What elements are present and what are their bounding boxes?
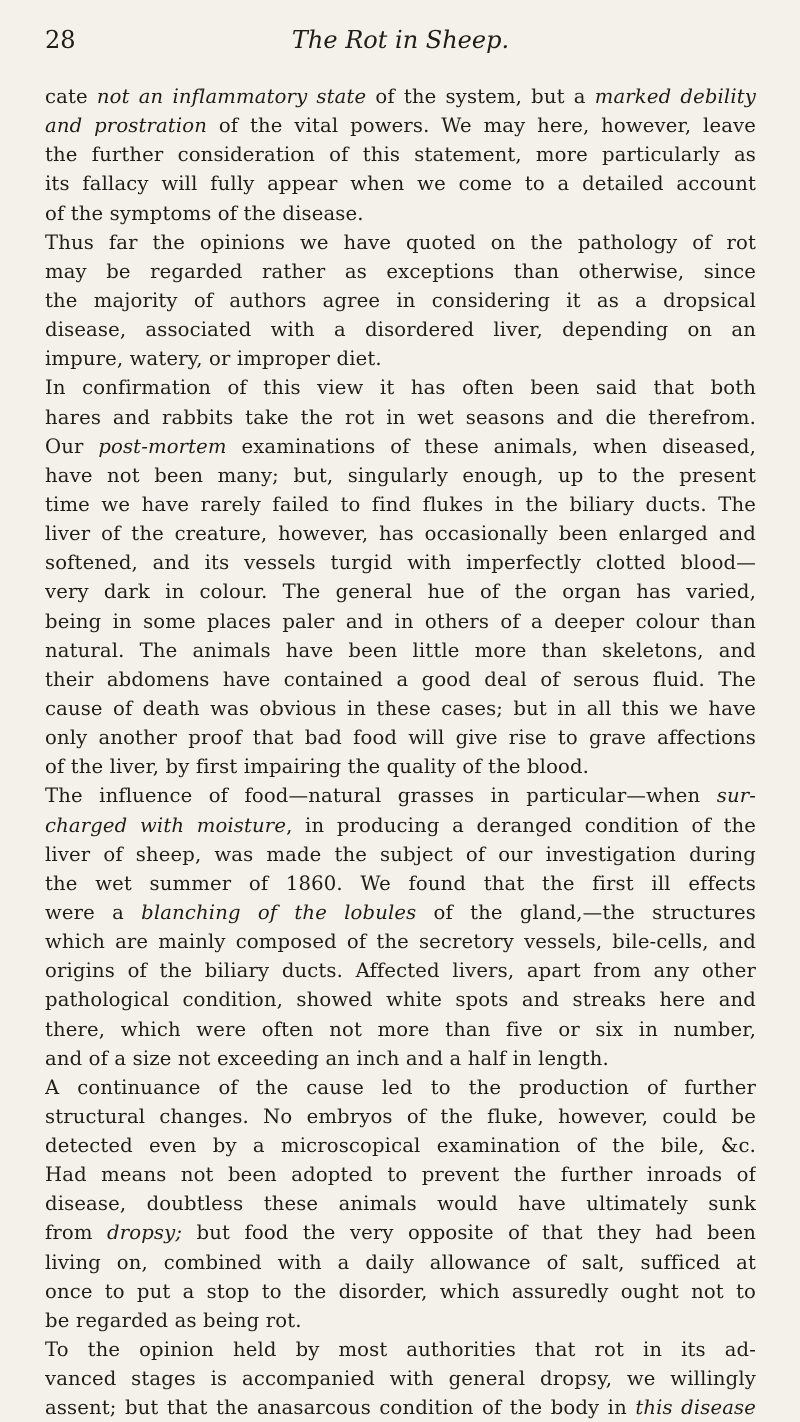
italic-text-segment: charged with moisture [45,813,287,837]
text-line [45,1015,756,1044]
text-segment: once to put a stop to the disorder, which assuredly ought not to [45,1279,756,1303]
text-segment: origins of the biliary ducts. Affected livers, apart from any other [45,959,756,983]
italic-text-segment: sur- [716,784,756,808]
text-line [45,869,756,898]
text-segment: examinations of these animals, when diseased, [226,434,756,458]
text-line [45,1335,756,1364]
text-segment: very dark in colour. The general hue of the organ has varied, [45,580,756,604]
text-line [45,344,756,373]
text-line [45,1073,756,1102]
text-line [45,432,756,461]
text-segment: were a [45,900,142,924]
text-line [45,461,756,490]
text-line [45,1248,756,1277]
text-segment: but food the very opposite of that they had been [182,1221,756,1245]
text-segment: cause of death was obvious in these cases; but in all this we have [45,696,756,720]
italic-text-segment: and prostration [45,114,208,138]
text-line [45,811,756,840]
text-line [45,1131,756,1160]
text-line [45,1189,756,1218]
text-segment: be regarded as being rot. [45,1308,302,1332]
text-segment: and of a size not exceeding an inch and a half in length. [45,1046,609,1070]
text-segment: natural. The animals have been little more than skeletons, and [45,638,756,662]
text-line [45,228,756,257]
text-line [45,1393,756,1422]
text-segment: Our [45,434,99,458]
text-segment: hares and rabbits take the rot in wet seasons and die therefrom. [45,405,756,429]
text-line [45,1364,756,1393]
italic-text-segment: marked debility [594,85,756,108]
text-segment: of the symptoms of the disease. [45,201,364,225]
text-line [45,140,756,169]
text-line [45,1277,756,1306]
text-line [45,607,756,636]
page-number: 28 [45,26,76,54]
text-segment: its fallacy will fully appear when we come to a detailed account [45,172,756,196]
text-line [45,752,756,781]
text-line [45,985,756,1014]
text-segment: only another proof that bad food will give rise to grave affections [45,726,756,750]
italic-text-segment: post-mortem [98,434,227,458]
text-segment: disease, associated with a disordered liver, depending on an [45,318,756,342]
text-segment: detected even by a microscopical examination of the bile, &c. [45,1134,756,1158]
running-title: The Rot in Sheep. [291,26,510,54]
text-line [45,898,756,927]
text-segment: their abdomens have contained a good deal of serous fluid. The [45,667,756,691]
text-line [45,723,756,752]
text-segment: may be regarded rather as exceptions than otherwise, since [45,259,756,283]
italic-text-segment: dropsy; [107,1221,183,1245]
text-segment: The influence of food—natural grasses in particular—when [45,784,717,808]
text-segment: time we have rarely failed to find flukes in the biliary ducts. The [45,492,756,516]
text-line [45,286,756,315]
text-line [45,1160,756,1189]
text-line [45,490,756,519]
text-segment: Had means not been adopted to prevent the further inroads of [45,1163,756,1187]
text-segment: liver of sheep, was made the subject of our investigation during [45,842,756,866]
text-line [45,199,756,228]
text-line [45,519,756,548]
text-line [45,1218,756,1247]
text-line [45,840,756,869]
text-segment: of the liver, by first impairing the quality of the blood. [45,755,590,779]
text-line [45,169,756,198]
text-segment: cate [45,85,97,108]
text-segment: In confirmation of this view it has often been said that both [45,376,756,400]
text-segment: of the system, but a [366,85,595,108]
text-segment: of the gland,—the structures [416,900,756,924]
text-segment: impure, watery, or improper diet. [45,347,382,371]
text-segment: vanced stages is accompanied with general dropsy, we willingly [45,1367,756,1391]
text-segment: pathological condition, showed white spots and streaks here and [45,988,756,1012]
text-line [45,636,756,665]
text-segment: Thus far the opinions we have quoted on the pathology of rot [45,230,756,254]
text-line [45,257,756,286]
text-segment: A continuance of the cause led to the production of further [45,1075,756,1099]
text-segment: structural changes. No embryos of the fluke, however, could be [45,1104,756,1128]
text-segment: from [45,1221,108,1245]
text-segment: softened, and its vessels turgid with imperfectly clotted blood— [45,551,756,575]
text-segment: the majority of authors agree in considering it as a dropsical [45,288,756,312]
text-line [45,315,756,344]
text-line [45,694,756,723]
text-segment: liver of the creature, however, has occasionally been enlarged and [45,522,756,546]
text-line [45,1102,756,1131]
text-segment: there, which were often not more than five or six in number, [45,1017,756,1041]
text-line [45,781,756,810]
running-head [45,26,756,66]
text-line [45,956,756,985]
text-segment: To the opinion held by most authorities that rot in its ad- [45,1338,756,1362]
text-line [45,1044,756,1073]
italic-text-segment: this disease [635,1396,756,1420]
text-segment: have not been many; but, singularly enough, up to the present [45,463,756,487]
text-segment: which are mainly composed of the secretory vessels, bile-cells, and [45,930,756,954]
text-segment: the further consideration of this statement, more particularly as [45,143,756,167]
text-line [45,548,756,577]
text-segment: living on, combined with a daily allowance of salt, sufficed at [45,1250,756,1274]
text-line [45,1306,756,1335]
text-line [45,577,756,606]
text-line [45,111,756,140]
text-line [45,665,756,694]
text-segment: being in some places paler and in others of a deeper colour than [45,609,756,633]
text-line [45,373,756,402]
text-segment: the wet summer of 1860. We found that the first ill effects [45,871,756,895]
text-line [45,82,756,111]
text-segment: assent; but that the anasarcous condition of the body in [45,1396,636,1420]
italic-text-segment: blanching of the lobules [141,900,417,924]
text-line [45,403,756,432]
italic-text-segment: not an inflammatory state [96,85,367,108]
body-text [45,82,756,1422]
text-segment: disease, doubtless these animals would have ultimately sunk [45,1192,756,1216]
text-segment: , in producing a deranged condition of the [286,813,756,837]
text-line [45,927,756,956]
text-segment: of the vital powers. We may here, however, leave [207,114,756,138]
